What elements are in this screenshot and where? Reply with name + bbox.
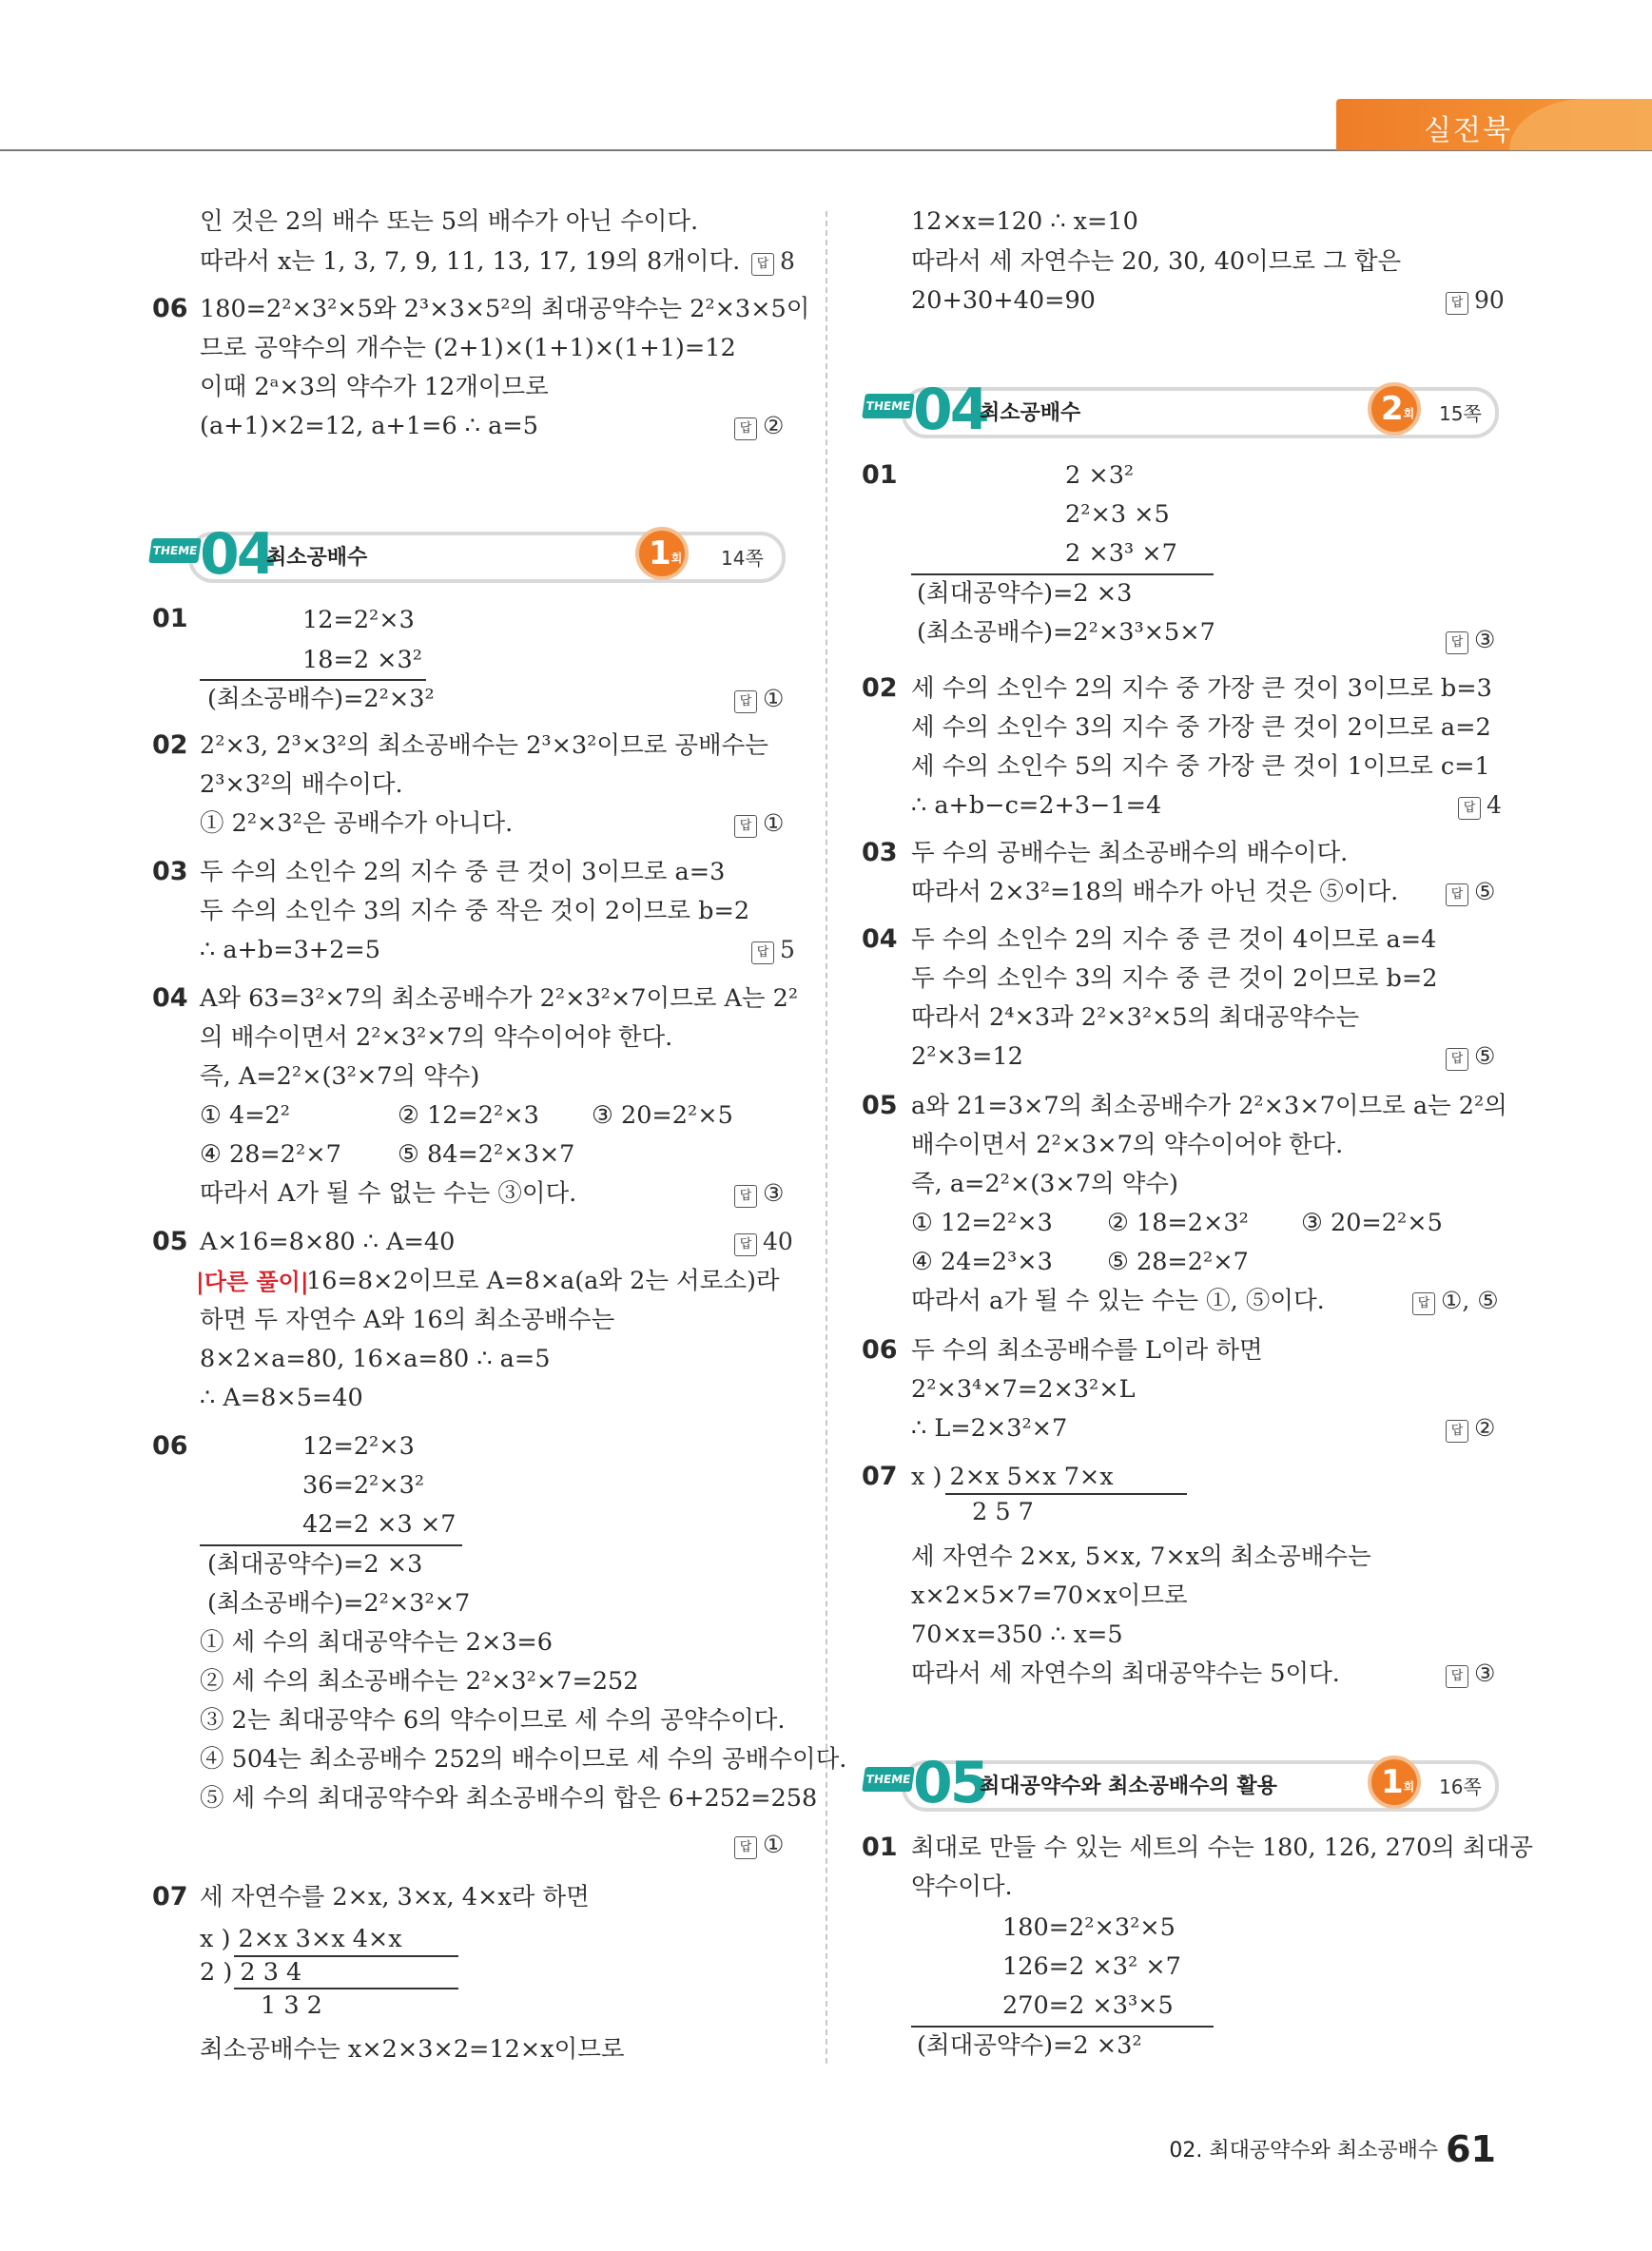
answer-icon: 답	[751, 253, 774, 276]
problem-number: 01	[152, 604, 188, 633]
problem-number: 01	[862, 460, 898, 490]
theme-page: 15쪽	[1439, 402, 1482, 425]
text-line: 세 수의 소인수 3의 지수 중 가장 큰 것이 2이므로 a=2	[911, 713, 1491, 742]
rule	[200, 1544, 462, 1546]
text-line: 두 수의 소인수 2의 지수 중 큰 것이 3이므로 a=3	[200, 858, 726, 886]
division-row: 1 3 2	[261, 1991, 322, 2020]
text-line: 따라서 세 자연수는 20, 30, 40이므로 그 합은	[911, 247, 1402, 276]
answer-icon: 답	[751, 941, 774, 964]
factor-row: 270=2 ×3³×5	[1002, 1991, 1174, 2020]
text-line: 2²×3⁴×7=2×3²×L	[911, 1375, 1136, 1404]
answer-icon: 답	[1446, 292, 1468, 315]
rule	[234, 1955, 458, 1957]
choice: ① 4=2²	[200, 1101, 291, 1130]
choice: ⑤ 84=2²×3×7	[398, 1140, 575, 1169]
text-line: 약수이다.	[911, 1873, 1013, 1901]
answer-mark: 답 ①	[734, 809, 784, 838]
rule	[234, 1988, 458, 1989]
choice: ④ 24=2³×3	[911, 1248, 1053, 1276]
text-line: 두 수의 소인수 3의 지수 중 큰 것이 2이므로 b=2	[911, 964, 1438, 993]
alt-solution-label: |다른 풀이|	[196, 1269, 309, 1295]
rule	[945, 1493, 1187, 1495]
theme-header	[864, 377, 1510, 443]
factor-row: 2 ×3³ ×7	[1065, 539, 1177, 568]
theme-page: 14쪽	[721, 547, 764, 570]
answer-icon: 답	[1446, 1665, 1468, 1688]
rule	[200, 679, 426, 681]
answer-icon: 답	[1446, 1048, 1468, 1071]
answer-mark: 답 40	[734, 1228, 793, 1256]
text-line: 세 자연수 2×x, 5×x, 7×x의 최소공배수는	[911, 1543, 1371, 1571]
answer-mark: 답 5	[751, 936, 795, 964]
factor-row: 18=2 ×3²	[302, 646, 422, 674]
factor-row: 126=2 ×3² ×7	[1002, 1952, 1181, 1981]
choice: ③ 20=2²×5	[1301, 1209, 1443, 1237]
text-line: 두 수의 최소공배수를 L이라 하면	[911, 1336, 1263, 1365]
answer-icon: 답	[734, 690, 757, 713]
choice: ⑤ 28=2²×7	[1107, 1248, 1249, 1276]
factor-row: 12=2²×3	[302, 606, 415, 634]
problem-number: 06	[152, 1431, 188, 1461]
text-line: A와 63=3²×7의 최소공배수가 2²×3²×7이므로 A는 2²	[200, 984, 799, 1013]
answer-mark: 답 8	[751, 247, 795, 276]
text-line: 70×x=350 ∴ x=5	[911, 1620, 1123, 1649]
theme-number: 04	[200, 521, 274, 588]
text-line: 이때 2ᵃ×3의 약수가 12개이므로	[200, 373, 549, 401]
theme-page: 16쪽	[1439, 1776, 1482, 1798]
text-line: 2²×3, 2³×3²의 최소공배수는 2³×3²이므로 공배수는	[200, 731, 768, 760]
answer-mark: 답 ②	[1446, 1414, 1495, 1443]
factor-row: 42=2 ×3 ×7	[302, 1510, 457, 1539]
division-row: 2 5 7	[972, 1498, 1034, 1526]
section-tab	[1336, 99, 1652, 150]
division-row: 2 ) 2 3 4	[200, 1958, 302, 1987]
text-line: 즉, A=2²×(3²×7의 약수)	[200, 1062, 480, 1091]
text-line: 따라서 a가 될 수 있는 수는 ①, ⑤이다.	[911, 1287, 1325, 1315]
text-line: 2³×3²의 배수이다.	[200, 770, 403, 799]
text-line: ∴ L=2×3²×7	[911, 1414, 1068, 1443]
problem-number: 04	[152, 983, 188, 1013]
answer-icon: 답	[1458, 797, 1481, 820]
text-line: 2²×3=12	[911, 1042, 1023, 1071]
text-line: 12×x=120 ∴ x=10	[911, 207, 1138, 236]
answer-mark: 답 ③	[1446, 1659, 1495, 1688]
answer-icon: 답	[1446, 631, 1468, 654]
text-line: 두 수의 소인수 2의 지수 중 큰 것이 4이므로 a=4	[911, 925, 1437, 954]
factor-row: (최대공약수)=2 ×3	[917, 579, 1133, 608]
answer-mark: 답 ⑤	[1446, 878, 1495, 906]
problem-number: 03	[862, 838, 898, 867]
theme-title: 최소공배수	[266, 546, 368, 570]
division-row: x ) 2×x 3×x 4×x	[200, 1925, 402, 1953]
text-line: ③ 2는 최대공약수 6의 약수이므로 세 수의 공약수이다.	[200, 1706, 786, 1735]
choice: ② 12=2²×3	[398, 1101, 539, 1130]
choice: ① 12=2²×3	[911, 1209, 1053, 1237]
theme-tag: THEME	[148, 538, 202, 563]
answer-mark: 답 ①	[734, 1831, 784, 1859]
problem-number: 05	[862, 1091, 898, 1120]
answer-icon: 답	[1412, 1292, 1435, 1315]
page-number: 61	[1446, 2128, 1496, 2170]
answer-mark: 답 ②	[734, 412, 784, 440]
text-line: 180=2²×3²×5와 2³×3×5²의 최대공약수는 2²×3×5이	[200, 295, 810, 323]
text-line: ② 세 수의 최소공배수는 2²×3²×7=252	[200, 1667, 639, 1696]
problem-number: 04	[862, 924, 898, 954]
theme-header	[150, 521, 797, 588]
problem-number: 05	[152, 1227, 188, 1256]
theme-title: 최소공배수	[980, 401, 1081, 425]
round-badge: 2회	[1368, 382, 1421, 436]
text-line: 세 자연수를 2×x, 3×x, 4×x라 하면	[200, 1883, 590, 1911]
theme-header	[864, 1750, 1510, 1816]
text-line: 20+30+40=90	[911, 286, 1096, 315]
text-line: 세 수의 소인수 2의 지수 중 가장 큰 것이 3이므로 b=3	[911, 674, 1492, 703]
text-line: 따라서 2×3²=18의 배수가 아닌 것은 ⑤이다.	[911, 878, 1399, 906]
text-line: 따라서 2⁴×3과 2²×3²×5의 최대공약수는	[911, 1003, 1360, 1032]
factor-row: 2²×3 ×5	[1065, 500, 1170, 529]
problem-number: 01	[862, 1833, 898, 1862]
problem-number: 06	[152, 294, 188, 323]
problem-number: 07	[862, 1462, 898, 1491]
answer-mark: 답 ③	[734, 1179, 784, 1208]
answer-mark: 답 4	[1458, 791, 1502, 820]
text-line: 최대로 만들 수 있는 세트의 수는 180, 126, 270의 최대공	[911, 1834, 1533, 1862]
answer-icon: 답	[734, 815, 757, 838]
theme-title: 최대공약수와 최소공배수의 활용	[980, 1775, 1277, 1798]
factor-row: (최소공배수)=2²×3²×7	[207, 1589, 471, 1618]
text-line: 두 수의 소인수 3의 지수 중 작은 것이 2이므로 b=2	[200, 897, 750, 925]
answer-icon: 답	[1446, 1420, 1468, 1443]
text-line: 므로 공약수의 개수는 (2+1)×(1+1)×(1+1)=12	[200, 334, 736, 362]
factor-row: (최소공배수)=2²×3³×5×7	[917, 618, 1215, 647]
answer-icon: 답	[734, 417, 757, 440]
text-line: x×2×5×7=70×x이므로	[911, 1582, 1188, 1610]
problem-number: 06	[862, 1335, 898, 1365]
choice: ③ 20=2²×5	[592, 1101, 733, 1130]
text-line: ① 세 수의 최대공약수는 2×3=6	[200, 1628, 554, 1657]
text-line: ① 2²×3²은 공배수가 아니다.	[200, 809, 514, 838]
answer-icon: 답	[1446, 883, 1468, 906]
factor-row: (최대공약수)=2 ×3²	[917, 2031, 1142, 2060]
page-footer	[1169, 2128, 1496, 2170]
theme-tag: THEME	[862, 394, 915, 418]
division-row: x ) 2×x 5×x 7×x	[911, 1463, 1114, 1491]
text-line: 따라서 A가 될 수 없는 수는 ③이다.	[200, 1179, 577, 1208]
answer-mark: 답 ①, ⑤	[1412, 1287, 1499, 1315]
chapter-title: 02. 최대공약수와 최소공배수	[1169, 2139, 1439, 2163]
rule	[911, 2026, 1214, 2028]
text-line: 따라서 x는 1, 3, 7, 9, 11, 13, 17, 19의 8개이다.	[200, 247, 741, 276]
text-line: ④ 504는 최소공배수 252의 배수이므로 세 수의 공배수이다.	[200, 1745, 847, 1774]
choice: ④ 28=2²×7	[200, 1140, 341, 1169]
rule	[911, 573, 1214, 575]
answer-mark: 답 90	[1446, 286, 1505, 315]
theme-number: 04	[913, 377, 987, 443]
answer-mark: 답 ③	[1446, 626, 1495, 654]
section-tab-label: 실전북	[1424, 114, 1512, 147]
factor-row: 36=2²×3²	[302, 1471, 425, 1500]
problem-number: 02	[862, 673, 898, 703]
factor-row: 12=2²×3	[302, 1432, 415, 1461]
text-line: 16=8×2이므로 A=8×a(a와 2는 서로소)라	[306, 1267, 780, 1295]
factor-row: (최대공약수)=2 ×3	[207, 1550, 423, 1579]
factor-row: 180=2²×3²×5	[1002, 1913, 1176, 1942]
answer-icon: 답	[734, 1233, 757, 1256]
theme-number: 05	[913, 1750, 987, 1816]
answer-icon: 답	[734, 1185, 757, 1208]
text-line: (a+1)×2=12, a+1=6 ∴ a=5	[200, 412, 538, 440]
round-badge: 1회	[1368, 1756, 1421, 1809]
text-line: 따라서 세 자연수의 최대공약수는 5이다.	[911, 1659, 1340, 1688]
text-line: ∴ a+b−c=2+3−1=4	[911, 791, 1162, 820]
answer-mark: 답 ⑤	[1446, 1042, 1495, 1071]
text-line: 8×2×a=80, 16×a=80 ∴ a=5	[200, 1345, 551, 1373]
problem-number: 03	[152, 857, 188, 886]
text-line: ∴ A=8×5=40	[200, 1384, 363, 1412]
answer-icon: 답	[734, 1836, 757, 1859]
text-line: 배수이면서 2²×3×7의 약수이어야 한다.	[911, 1131, 1344, 1159]
text-line: 의 배수이면서 2²×3²×7의 약수이어야 한다.	[200, 1023, 673, 1052]
text-line: 세 수의 소인수 5의 지수 중 가장 큰 것이 1이므로 c=1	[911, 752, 1490, 781]
column-divider	[826, 211, 827, 2064]
factor-row: 2 ×3²	[1065, 461, 1135, 490]
answer-mark: 답 ①	[734, 685, 784, 713]
round-badge: 1회	[635, 527, 689, 580]
text-line: 즉, a=2²×(3×7의 약수)	[911, 1170, 1178, 1198]
text-line: a와 21=3×7의 최소공배수가 2²×3×7이므로 a는 2²의	[911, 1092, 1507, 1120]
text-line: 하면 두 자연수 A와 16의 최소공배수는	[200, 1306, 615, 1334]
text-line: ∴ a+b=3+2=5	[200, 936, 380, 964]
theme-tag: THEME	[862, 1767, 915, 1792]
problem-number: 07	[152, 1882, 188, 1911]
text-line: A×16=8×80 ∴ A=40	[200, 1228, 456, 1256]
text-line: 두 수의 공배수는 최소공배수의 배수이다.	[911, 839, 1349, 867]
choice: ② 18=2×3²	[1107, 1209, 1249, 1237]
problem-number: 02	[152, 730, 188, 760]
text-line: 인 것은 2의 배수 또는 5의 배수가 아닌 수이다.	[200, 207, 699, 236]
text-line: ⑤ 세 수의 최대공약수와 최소공배수의 합은 6+252=258	[200, 1784, 818, 1813]
text-line: 최소공배수는 x×2×3×2=12×x이므로	[200, 2035, 625, 2064]
factor-row: (최소공배수)=2²×3²	[207, 685, 435, 713]
